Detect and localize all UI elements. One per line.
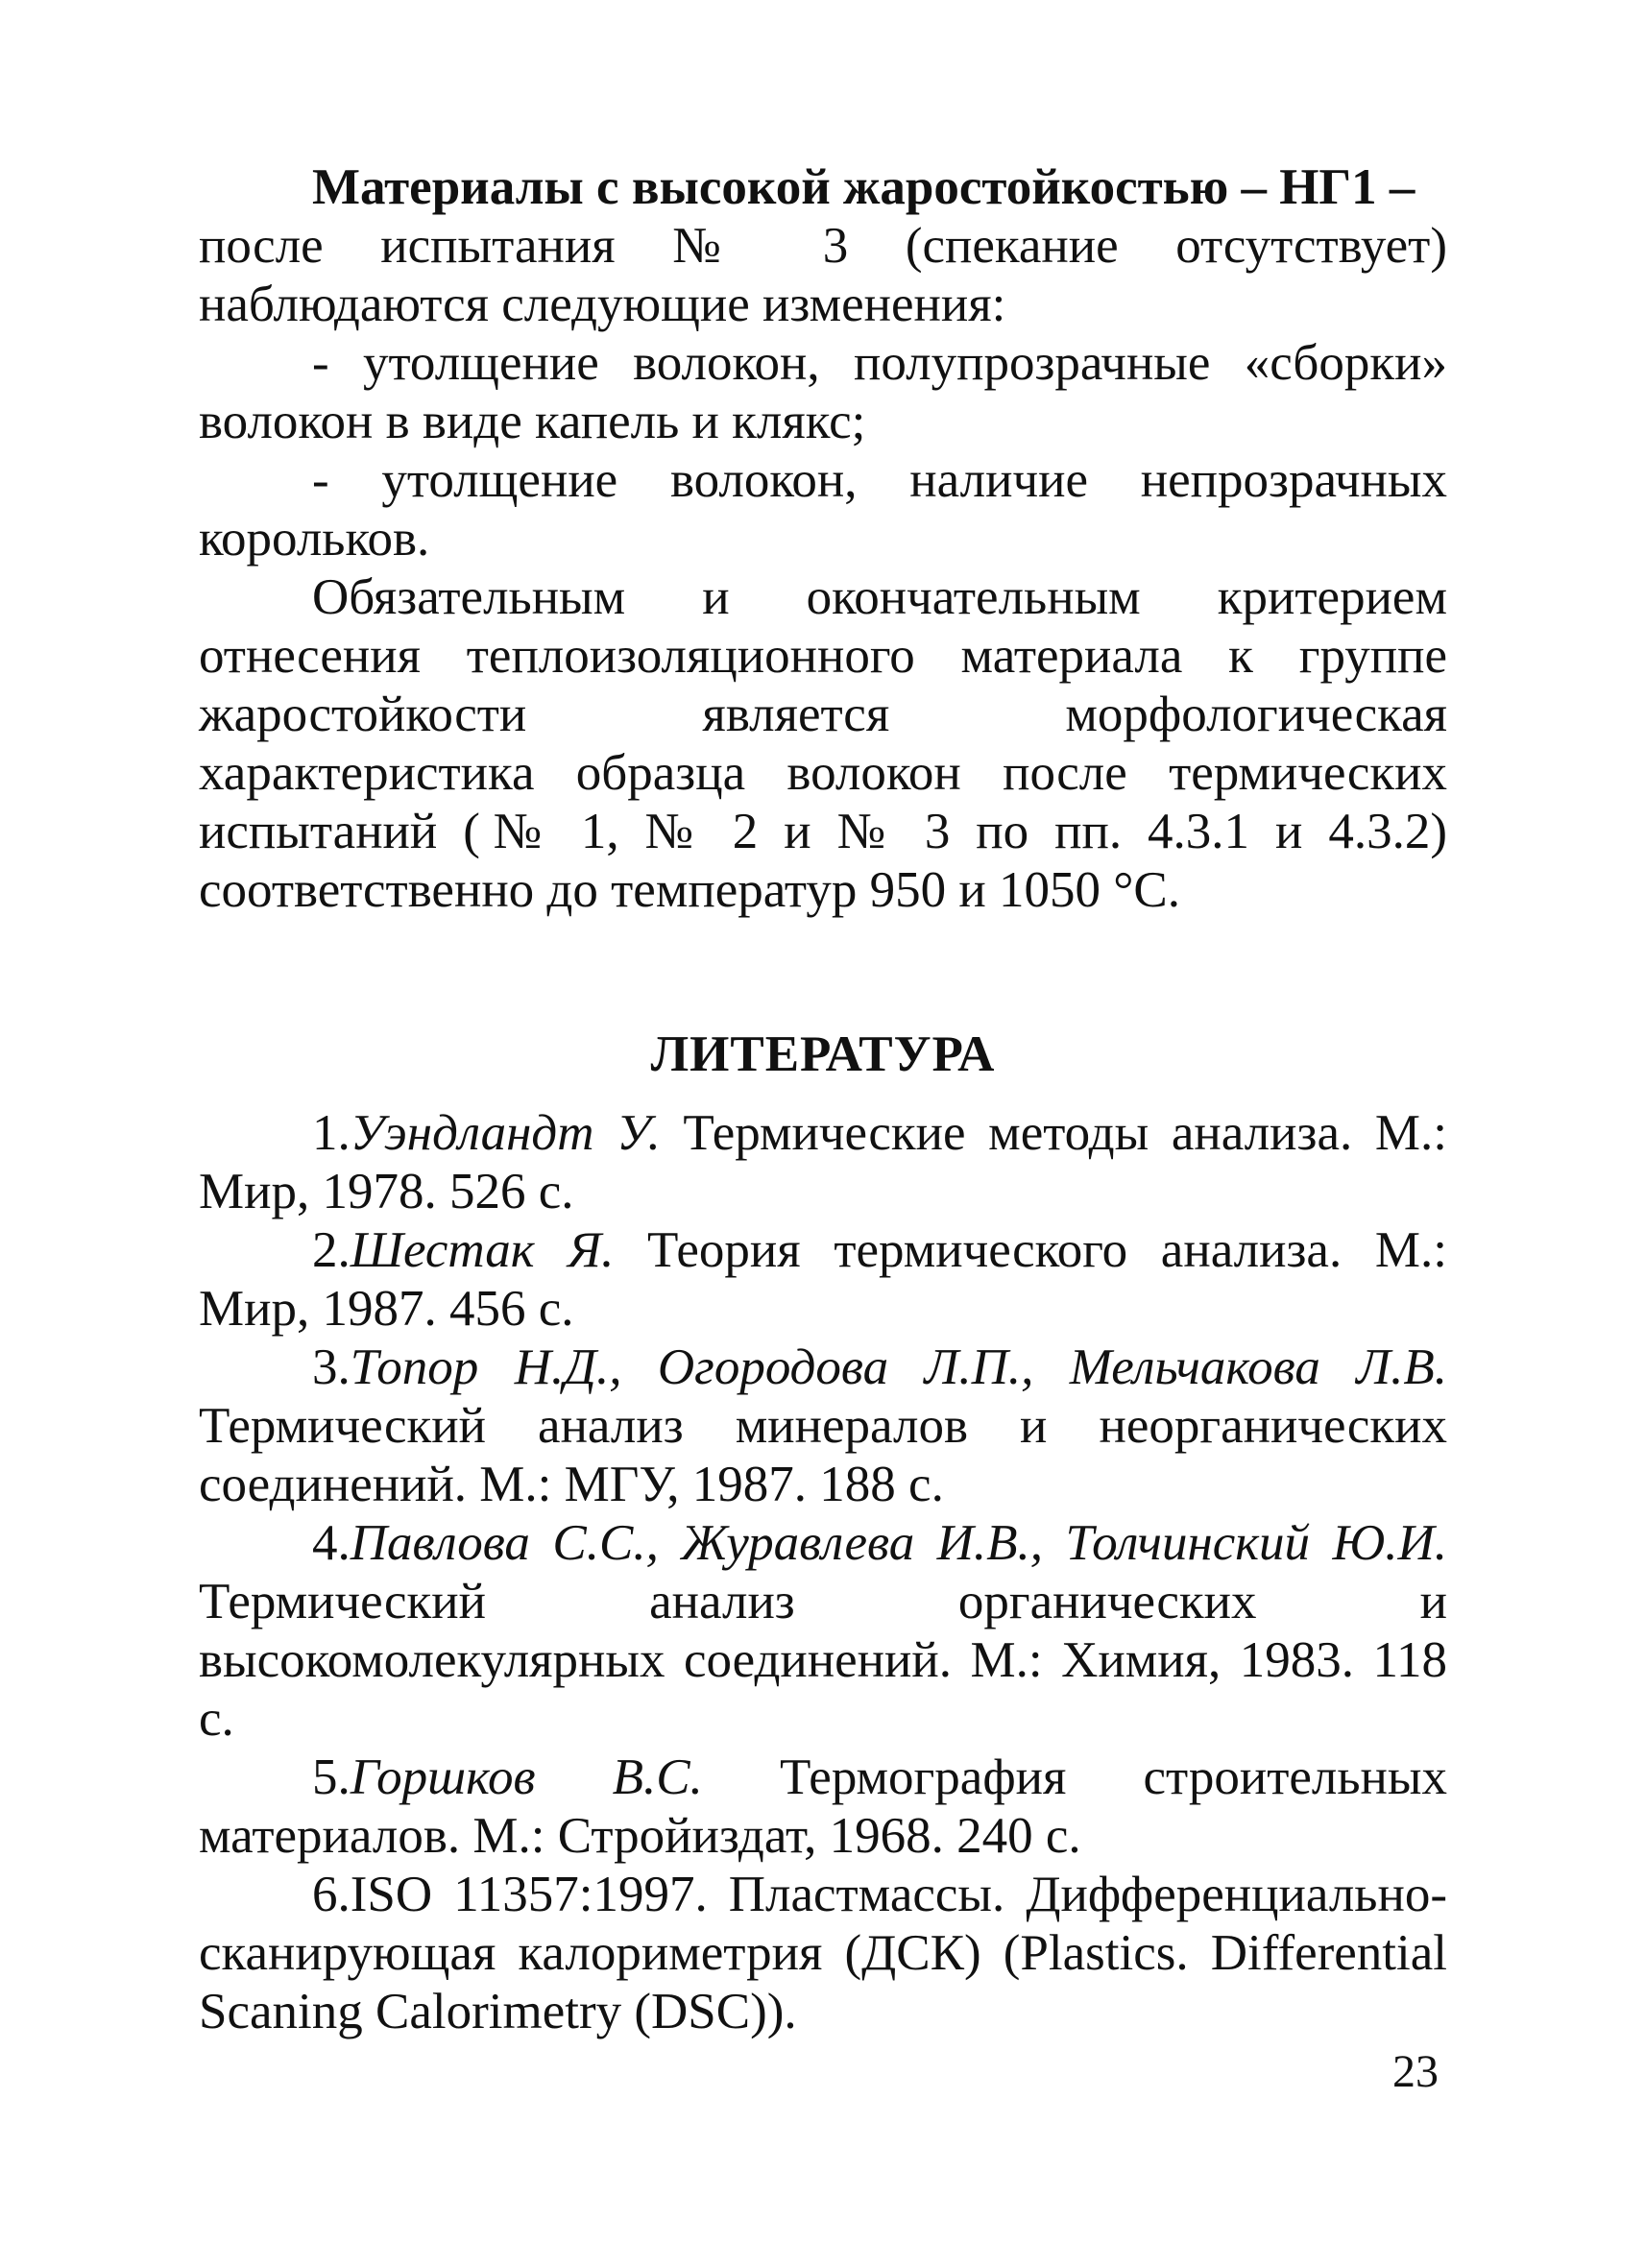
intro-item-1: - утолщение волокон, полупрозрачные «сборки» волокон в виде капель и клякс; (199, 335, 1447, 449)
reference-text: Термический анализ органических и высокомолекулярных соединений. М.: Химия, 1983. 118 с. (199, 1574, 1447, 1747)
reference-item (199, 1866, 1447, 2041)
reference-number: 3. (312, 1339, 351, 1395)
reference-text: ISO 11357:1997. Пластмассы. Дифференциально-сканирующая калориметрия (ДСК) (Plastics. Differential Scaning Calorimetry (DSC)). (199, 1867, 1447, 2039)
intro-item-2: - утолщение волокон, наличие непрозрачных корольков. (199, 452, 1447, 567)
reference-author: Уэндландт У. (350, 1105, 661, 1161)
reference-text: Теория термического анализа. М.: Мир, 1987. 456 с. (199, 1222, 1447, 1337)
reference-number: 4. (312, 1515, 351, 1571)
page-number: 23 (1392, 2046, 1439, 2097)
reference-text: Термический анализ минералов и неорганических соединений. М.: МГУ, 1987. 188 с. (199, 1398, 1447, 1512)
intro-heading-paragraph (199, 158, 1447, 334)
reference-number: 5. (312, 1749, 351, 1805)
reference-item (199, 1104, 1447, 1221)
reference-item (199, 1749, 1447, 1866)
reference-number: 6. (312, 1867, 351, 1922)
reference-author: Топор Н.Д., Огородова Л.П., Мельчакова Л.В. (350, 1339, 1447, 1395)
reference-number: 2. (312, 1222, 351, 1278)
reference-item (199, 1221, 1447, 1339)
reference-text: Термография строительных материалов. М.: Стройиздат, 1968. 240 с. (199, 1749, 1448, 1864)
intro-conclusion: Обязательным и окончательным критерием отнесения теплоизоляционного материала к группе жаростойкости является морфологическая характеристика образца волокон после термических испытаний (№ 1, № 2 и № 3 по пп. 4.3.1 и 4.3.2) соответственно до температур 950 и 1050 °С. (199, 569, 1447, 918)
reference-item (199, 1514, 1447, 1749)
reference-number: 1. (312, 1105, 351, 1161)
intro-section (199, 158, 1447, 920)
reference-author: Шестак Я. (350, 1222, 615, 1278)
reference-author: Павлова С.С., Журавлева И.В., Толчинский Ю.И. (350, 1515, 1447, 1571)
reference-author: Горшков В.С. (350, 1749, 703, 1805)
reference-item (199, 1339, 1447, 1514)
reference-text: Термические методы анализа. М.: Мир, 1978. 526 с. (199, 1105, 1447, 1219)
literature-list (199, 1104, 1447, 2041)
intro-heading-continuation: после испытания № 3 (спекание отсутствует) наблюдаются следующие изменения: (199, 218, 1447, 332)
intro-heading: Материалы с высокой жаростойкостью – НГ1 – (312, 159, 1415, 215)
literature-title: ЛИТЕРАТУРА (650, 1026, 996, 1082)
